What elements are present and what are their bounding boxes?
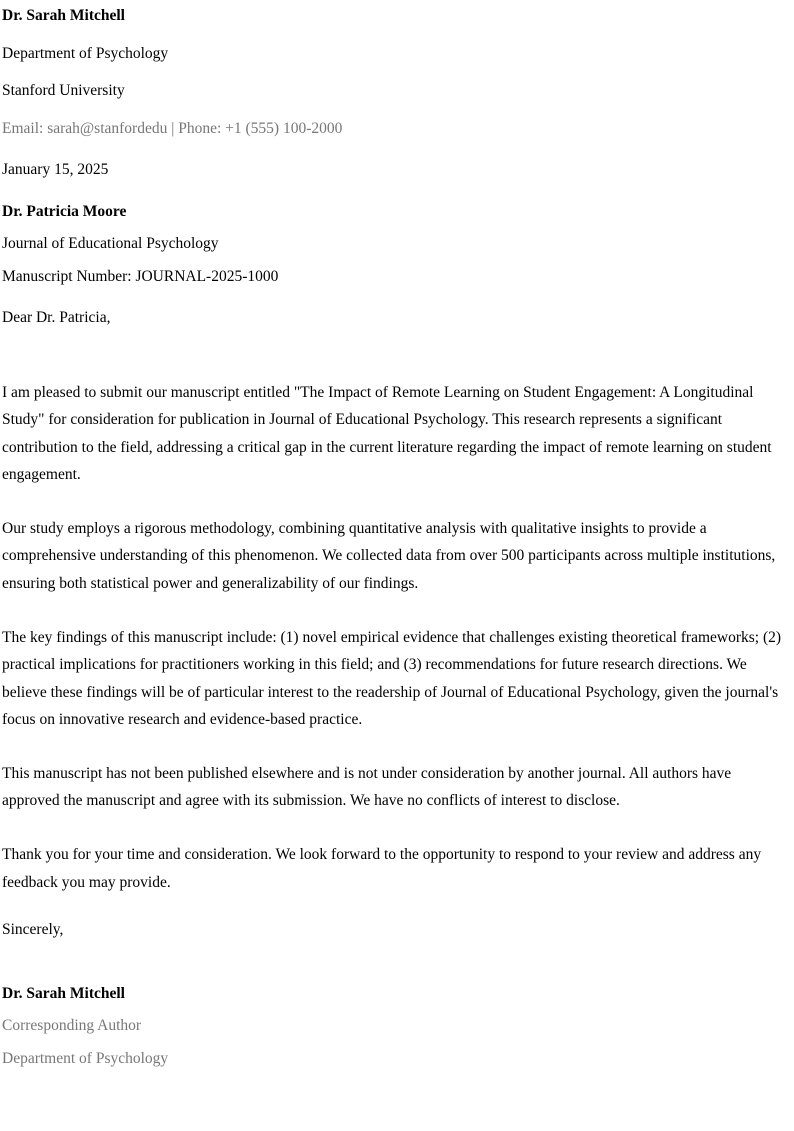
manuscript-number: Manuscript Number: JOURNAL-2025-1000	[2, 267, 279, 285]
sender-institution: Stanford University	[2, 82, 125, 99]
cover-letter-document	[0, 8, 794, 1066]
signature-role: Corresponding Author	[2, 1017, 142, 1035]
sender-contact: Email: sarah@stanfordedu | Phone: +1 (555) 100-2000	[2, 119, 343, 137]
signature-department: Department of Psychology	[2, 1049, 169, 1067]
closing: Sincerely,	[2, 921, 64, 939]
sender-name: Dr. Sarah Mitchell	[2, 7, 125, 24]
letter-date: January 15, 2025	[2, 161, 109, 178]
body-paragraph-2: Our study employs a rigorous methodology, combining quantitative analysis with qualitative insights to provide a comprehensive understanding of this phenomenon. We collected data from over 500 participants across multiple institutions, ensuring both statistical power and generalizability of our findings.	[2, 519, 776, 592]
recipient-name: Dr. Patricia Moore	[2, 202, 127, 220]
sender-department: Department of Psychology	[2, 44, 169, 62]
recipient-journal: Journal of Educational Psychology	[2, 235, 219, 252]
body-paragraph-5: Thank you for your time and consideration. We look forward to the opportunity to respond to your review and address any feedback you may provide.	[2, 846, 762, 891]
body-paragraph-3: The key findings of this manuscript include: (1) novel empirical evidence that challenges existing theoretical frameworks; (2) practical implications for practitioners working in this field; and (3) recommendations for future research directions. We believe these findings will be of particular interest to the readership of Journal of Educational Psychology, given the journal's focus on innovative research and evidence-based practice.	[2, 628, 782, 729]
body-paragraph-1: I am pleased to submit our manuscript entitled "The Impact of Remote Learning on Student Engagement: A Longitudinal Study" for consideration for publication in Journal of Educational Psychology. This research represents a significant contribution to the field, addressing a critical gap in the current literature regarding the impact of remote learning on student engagement.	[2, 383, 772, 484]
signature-name: Dr. Sarah Mitchell	[2, 984, 125, 1002]
body-paragraph-4: This manuscript has not been published elsewhere and is not under consideration by another journal. All authors have approved the manuscript and agree with its submission. We have no conflicts of interest to disclose.	[2, 764, 732, 810]
salutation: Dear Dr. Patricia,	[2, 309, 111, 326]
